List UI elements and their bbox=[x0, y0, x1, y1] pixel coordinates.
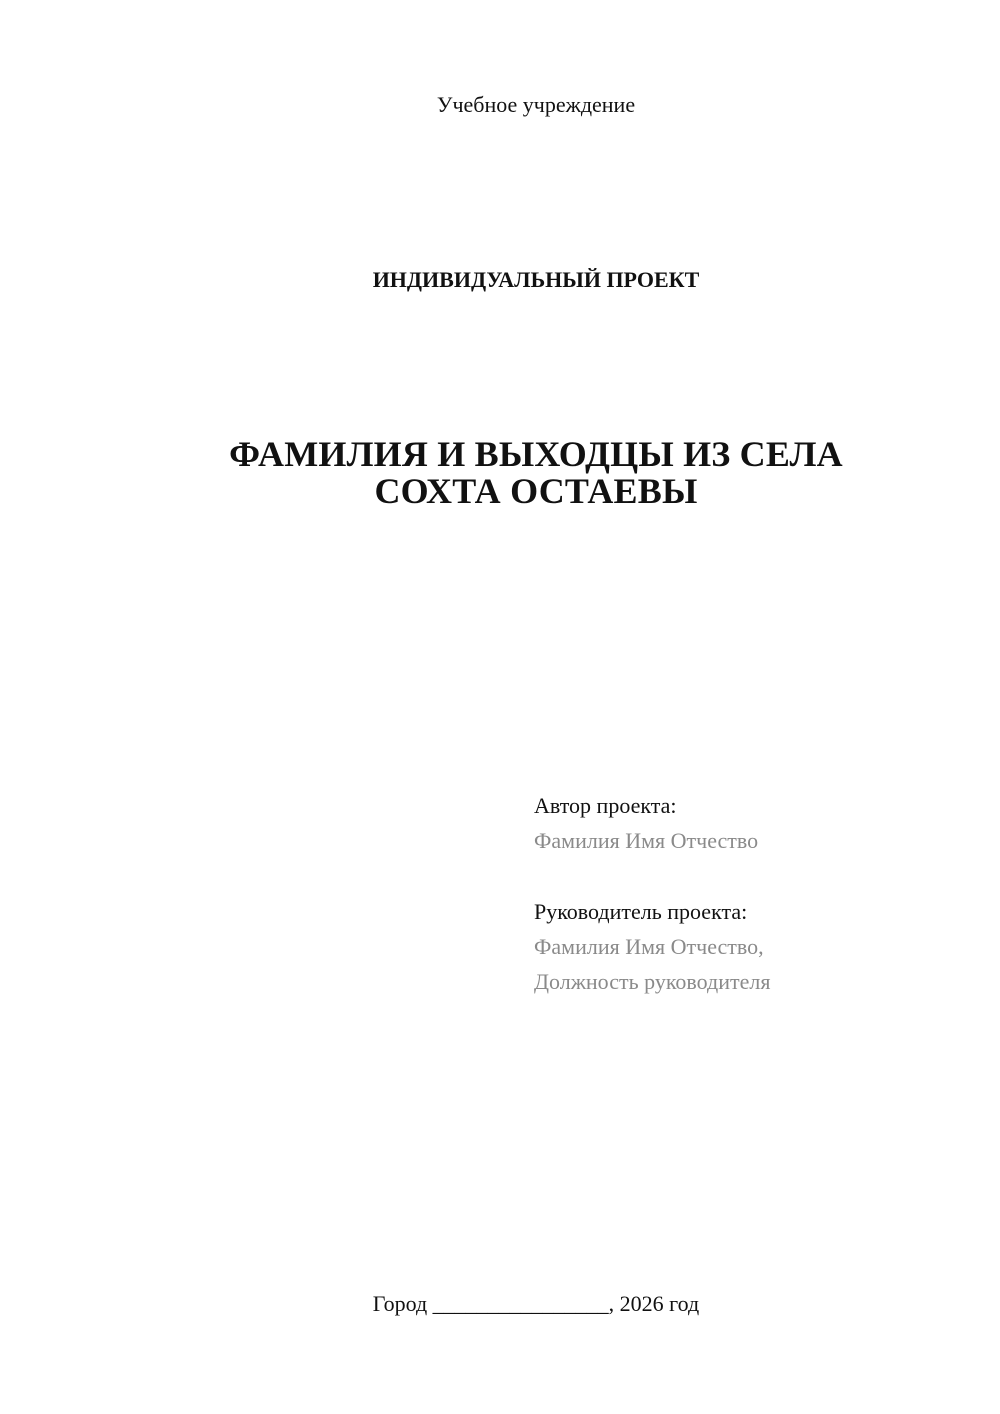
supervisor-label: Руководитель проекта: bbox=[534, 899, 748, 924]
credits-spacer bbox=[534, 858, 974, 894]
institution-name: Учебное учреждение bbox=[436, 92, 636, 117]
author-name: Фамилия Имя Отчество bbox=[534, 828, 759, 853]
author-label: Автор проекта: bbox=[534, 793, 677, 818]
supervisor-position: Должность руководителя bbox=[534, 969, 771, 994]
project-title bbox=[0, 436, 1000, 510]
project-title-line-1: ФАМИЛИЯ И ВЫХОДЦЫ ИЗ СЕЛА bbox=[229, 434, 843, 474]
city-year-line: Город ________________, 2026 год bbox=[372, 1291, 700, 1316]
project-title-line-2: СОХТА ОСТАЕВЫ bbox=[374, 471, 698, 511]
supervisor-name: Фамилия Имя Отчество, bbox=[534, 934, 764, 959]
document-type: ИНДИВИДУАЛЬНЫЙ ПРОЕКТ bbox=[372, 267, 700, 292]
credits-block bbox=[534, 788, 974, 999]
